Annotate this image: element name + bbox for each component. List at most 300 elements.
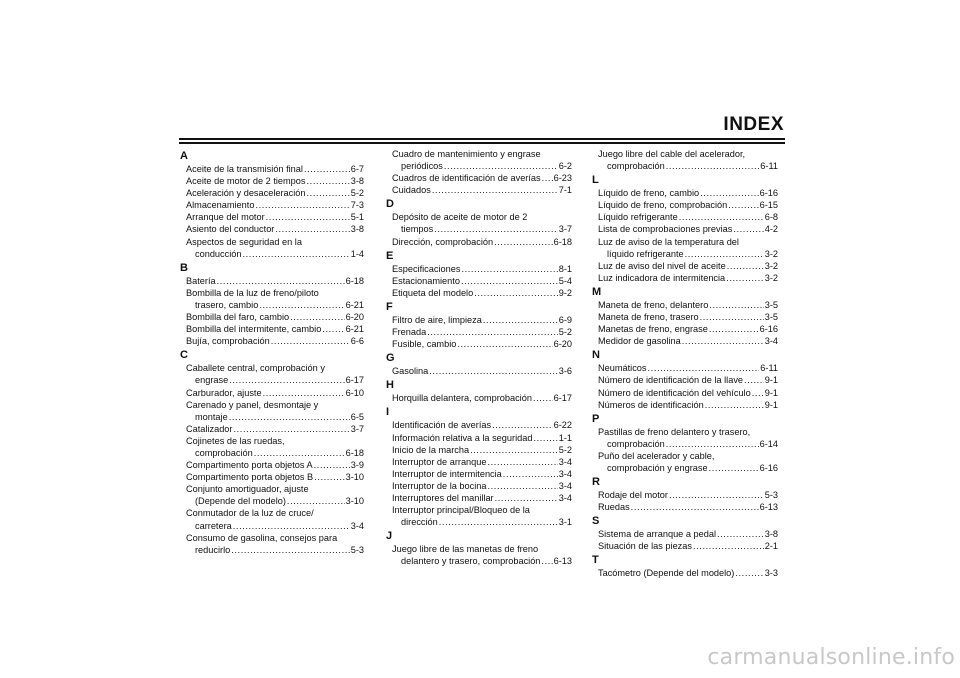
index-entry-text: Bujía, comprobación <box>186 336 270 347</box>
dot-leader <box>709 323 759 335</box>
index-entry <box>180 199 364 211</box>
index-entry-text: Sistema de arranque a pedal <box>598 529 716 540</box>
index-entry-lead: Luz de aviso de la temperatura del <box>598 236 739 247</box>
page-title: INDEX <box>723 114 784 135</box>
dot-leader <box>488 480 558 492</box>
index-entry-text: Número de identificación del vehículo <box>598 387 751 398</box>
dot-leader <box>266 211 350 223</box>
index-entry <box>386 456 572 468</box>
index-entry <box>592 211 778 223</box>
index-entry <box>180 387 364 399</box>
index-entry-text: Identificación de averías <box>392 420 492 431</box>
index-entry-page: 6-21 <box>345 299 364 310</box>
index-entry-text: comprobación <box>607 438 665 449</box>
index-entry-page: 3-6 <box>558 366 572 377</box>
index-entry <box>180 483 364 507</box>
dot-leader <box>217 275 345 287</box>
index-entry-lead: Depósito de aceite de motor de 2 <box>392 212 528 223</box>
index-entry-text: Información relativa a la seguridad <box>392 432 533 443</box>
index-entry <box>386 480 572 492</box>
index-entry-lead: Interruptor principal/Bloqueo de la <box>392 505 530 516</box>
section-letter: E <box>386 249 394 262</box>
index-entry <box>180 287 364 311</box>
section-letter: I <box>386 406 390 419</box>
dot-leader <box>700 187 758 199</box>
index-entry <box>592 374 778 386</box>
index-entry-lead: Juego libre de las manetas de freno <box>392 544 539 555</box>
index-entry <box>180 236 364 260</box>
index-entry-lead: Caballete central, comprobación y <box>186 363 325 374</box>
index-entry <box>386 419 572 431</box>
index-entry <box>592 450 778 474</box>
index-entry-page: 3-8 <box>350 176 364 187</box>
index-entry-text: comprobación <box>607 161 665 172</box>
dot-leader <box>229 411 350 423</box>
index-entry <box>386 365 572 377</box>
dot-leader <box>259 299 344 311</box>
index-entry-page: 3-4 <box>558 480 572 491</box>
index-entry-page: 7-3 <box>350 200 364 211</box>
index-entry-page: 3-4 <box>558 468 572 479</box>
index-entry-page: 6-16 <box>759 324 778 335</box>
section-letter: J <box>386 530 393 543</box>
dot-leader <box>744 374 764 386</box>
index-entry-lead: Conmutador de la luz de cruce/ <box>186 508 314 519</box>
index-entry-page: 6-2 <box>558 161 572 172</box>
dot-leader <box>275 223 349 235</box>
section-letter: C <box>180 349 188 362</box>
index-entry-text: líquido refrigerante <box>607 248 684 259</box>
index-entry-page: 3-10 <box>345 496 364 507</box>
dot-leader <box>693 540 764 552</box>
dot-leader <box>287 495 345 507</box>
index-entry-page: 1-1 <box>558 432 572 443</box>
dot-leader <box>233 520 350 532</box>
index-entry-page: 5-1 <box>350 212 364 223</box>
dot-leader <box>533 392 553 404</box>
index-entry <box>180 211 364 223</box>
index-entry-text: Lista de comprobaciones previas <box>598 224 733 235</box>
index-entry-text: Especificaciones <box>392 263 461 274</box>
dot-leader <box>254 447 345 459</box>
index-entry-lead: Aspectos de seguridad en la <box>186 236 302 247</box>
index-entry-text: Ruedas <box>598 502 630 513</box>
watermark-text: carmanualsonline.info <box>707 645 955 670</box>
index-entry <box>386 432 572 444</box>
index-entry-text: Luz de aviso del nivel de aceite <box>598 260 726 271</box>
dot-leader <box>488 456 558 468</box>
dot-leader <box>233 423 349 435</box>
index-entry-text: montaje <box>195 411 228 422</box>
index-entry <box>592 236 778 260</box>
index-entry-text: Medidor de gasolina <box>598 336 681 347</box>
index-entry <box>592 501 778 513</box>
index-entry-page: 9-2 <box>558 287 572 298</box>
dot-leader <box>733 223 763 235</box>
index-entry-page: 6-9 <box>558 314 572 325</box>
dot-leader <box>263 387 345 399</box>
dot-leader <box>752 387 764 399</box>
index-entry-page: 6-17 <box>553 393 572 404</box>
index-entry-page: 6-10 <box>345 387 364 398</box>
dot-leader <box>669 489 764 501</box>
dot-leader <box>542 172 553 184</box>
index-entry-page: 3-2 <box>764 260 778 271</box>
dot-leader <box>685 248 764 260</box>
index-entry <box>386 338 572 350</box>
section-letter: D <box>386 198 394 211</box>
index-entry <box>180 423 364 435</box>
index-entry-page: 9-1 <box>764 375 778 386</box>
index-entry-page: 6-6 <box>350 336 364 347</box>
index-entry-text: Aceleración y desaceleración <box>186 188 306 199</box>
index-entry <box>180 471 364 483</box>
index-entry-text: Interruptor de arranque <box>392 456 487 467</box>
index-entry-page: 3-4 <box>764 336 778 347</box>
index-entry-text: comprobación <box>195 447 253 458</box>
section-letter: A <box>180 150 188 162</box>
index-entry <box>592 387 778 399</box>
index-entry-text: Luz indicadora de intermitencia <box>598 272 726 283</box>
index-entry-page: 3-10 <box>345 472 364 483</box>
index-entry-page: 5-3 <box>350 544 364 555</box>
dot-leader <box>631 501 759 513</box>
dot-leader <box>461 275 558 287</box>
dot-leader <box>470 444 558 456</box>
index-entry <box>180 175 364 187</box>
index-entry-text: Maneta de freno, trasero <box>598 312 699 323</box>
dot-leader <box>492 419 553 431</box>
index-entry <box>592 399 778 411</box>
index-entry-page: 6-13 <box>759 502 778 513</box>
index-entry-page: 3-1 <box>558 517 572 528</box>
index-entry-page: 8-1 <box>558 263 572 274</box>
dot-leader <box>666 438 759 450</box>
index-entry-lead: Juego libre del cable del acelerador, <box>598 149 746 159</box>
index-entry <box>386 148 572 172</box>
dot-leader <box>307 175 350 187</box>
dot-leader <box>726 272 764 284</box>
dot-leader <box>700 311 764 323</box>
index-entry-page: 2-1 <box>764 541 778 552</box>
dot-leader <box>307 187 350 199</box>
section-letter: T <box>592 554 599 567</box>
index-entry-lead: Consumo de gasolina, consejos para <box>186 532 338 543</box>
dot-leader <box>322 323 344 335</box>
index-entry-page: 3-7 <box>350 423 364 434</box>
index-entry <box>592 260 778 272</box>
dot-leader <box>429 365 557 377</box>
section-letter: G <box>386 352 395 365</box>
index-entry <box>592 489 778 501</box>
index-entry-text: delantero y trasero, comprobación <box>401 556 541 567</box>
index-entry-lead: Bombilla de la luz de freno/piloto <box>186 287 319 298</box>
index-entry <box>180 335 364 347</box>
index-entry-text: Fusible, cambio <box>392 339 457 350</box>
index-entry-page: 6-21 <box>345 324 364 335</box>
index-entry <box>592 311 778 323</box>
index-entry-page: 3-4 <box>558 492 572 503</box>
index-entry-text: Manetas de freno, engrase <box>598 324 708 335</box>
index-entry-page: 9-1 <box>764 387 778 398</box>
index-column-2 <box>386 148 572 567</box>
dot-leader <box>432 184 558 196</box>
index-entry <box>180 223 364 235</box>
index-entry-page: 6-20 <box>553 339 572 350</box>
index-entry-page: 3-3 <box>764 568 778 579</box>
dot-leader <box>682 335 764 347</box>
dot-leader <box>439 516 558 528</box>
header-rule-top <box>179 138 785 140</box>
index-entry-page: 4-2 <box>764 224 778 235</box>
index-entry-page: 3-5 <box>764 312 778 323</box>
index-entry-text: dirección <box>401 517 438 528</box>
index-entry <box>592 362 778 374</box>
index-entry <box>180 399 364 423</box>
index-entry-text: Asiento del conductor <box>186 224 275 235</box>
index-entry <box>386 326 572 338</box>
index-entry-lead: Puño del acelerador y cable, <box>598 450 715 461</box>
index-entry <box>386 504 572 528</box>
dot-leader <box>314 471 344 483</box>
index-entry-text: Horquilla delantera, comprobación <box>392 393 532 404</box>
index-entry <box>180 507 364 531</box>
index-entry-text: Líquido de freno, cambio <box>598 188 700 199</box>
index-entry-text: engrase <box>195 375 229 386</box>
index-entry-text: Maneta de freno, delantero <box>598 299 709 310</box>
index-entry-text: Almacenamiento <box>186 200 255 211</box>
dot-leader <box>231 544 349 556</box>
index-entry-page: 5-2 <box>558 444 572 455</box>
index-column-3 <box>592 148 778 580</box>
index-entry <box>592 540 778 552</box>
index-entry <box>386 468 572 480</box>
index-entry <box>386 287 572 299</box>
index-entry-text: Situación de las piezas <box>598 541 692 552</box>
index-entry-text: Aceite de motor de 2 tiempos <box>186 176 306 187</box>
index-entry-text: Carburador, ajuste <box>186 387 262 398</box>
index-entry <box>592 528 778 540</box>
index-entry <box>180 163 364 175</box>
section-letter: N <box>592 349 600 362</box>
dot-leader <box>229 374 344 386</box>
index-entry <box>180 435 364 459</box>
section-letter: H <box>386 379 394 392</box>
dot-leader <box>495 492 558 504</box>
index-entry-page: 6-14 <box>759 438 778 449</box>
index-entry <box>592 187 778 199</box>
index-entry-page: 6-18 <box>345 275 364 286</box>
index-entry-text: Etiqueta del modelo <box>392 287 474 298</box>
index-entry-page: 1-4 <box>350 248 364 259</box>
index-entry-page: 3-2 <box>764 248 778 259</box>
dot-leader <box>705 399 764 411</box>
index-entry <box>592 223 778 235</box>
index-entry-page: 6-18 <box>553 236 572 247</box>
index-entry-page: 6-11 <box>760 161 778 172</box>
index-entry-text: Bombilla del faro, cambio <box>186 312 290 323</box>
index-entry-text: Cuidados <box>392 185 431 196</box>
dot-leader <box>494 236 553 248</box>
index-entry-text: Dirección, comprobación <box>392 236 494 247</box>
index-entry <box>386 444 572 456</box>
index-entry-text: Compartimento porta objetos A <box>186 460 313 471</box>
index-entry-text: Gasolina <box>392 366 429 377</box>
index-entry-text: Interruptor de intermitencia <box>392 468 502 479</box>
index-entry-lead: Conjunto amortiguador, ajuste <box>186 484 309 495</box>
index-entry <box>386 392 572 404</box>
dot-leader <box>503 468 558 480</box>
dot-leader <box>727 260 764 272</box>
section-letter: M <box>592 285 602 298</box>
section-letter: B <box>180 261 188 274</box>
index-entry-page: 6-13 <box>553 556 572 567</box>
index-entry <box>592 335 778 347</box>
index-entry-text: Cuadros de identificación de averías <box>392 173 541 184</box>
index-entry-page: 6-15 <box>759 200 778 211</box>
header-rule-bottom <box>179 142 785 144</box>
index-entry <box>592 272 778 284</box>
index-entry-page: 3-5 <box>764 299 778 310</box>
index-entry <box>386 492 572 504</box>
index-entry-text: Catalizador <box>186 423 233 434</box>
dot-leader <box>728 199 758 211</box>
index-entry <box>592 299 778 311</box>
index-entry-page: 5-4 <box>558 275 572 286</box>
index-entry <box>386 172 572 184</box>
dot-leader <box>444 160 558 172</box>
index-entry-lead: Carenado y panel, desmontaje y <box>186 399 319 410</box>
dot-leader <box>709 299 763 311</box>
index-entry <box>592 323 778 335</box>
index-entry-text: comprobación y engrase <box>607 462 708 473</box>
index-entry <box>386 263 572 275</box>
dot-leader <box>314 459 350 471</box>
index-entry-text: periódicos <box>401 161 443 172</box>
index-entry <box>386 314 572 326</box>
index-entry-text: Filtro de aire, limpieza <box>392 314 482 325</box>
index-entry <box>386 236 572 248</box>
index-entry-page: 5-3 <box>764 490 778 501</box>
section-letter: R <box>592 476 600 489</box>
index-entry <box>386 211 572 235</box>
index-entry-text: Rodaje del motor <box>598 490 668 501</box>
section-letter: F <box>386 300 393 313</box>
dot-leader <box>304 163 350 175</box>
index-entry-text: tiempos <box>401 224 434 235</box>
index-entry-page: 5-2 <box>350 188 364 199</box>
index-entry-text: Bombilla del intermitente, cambio <box>186 324 322 335</box>
dot-leader <box>709 462 759 474</box>
index-entry-page: 6-20 <box>345 312 364 323</box>
index-entry-text: Números de identificación <box>598 399 704 410</box>
index-entry-page: 3-8 <box>350 224 364 235</box>
dot-leader <box>271 335 350 347</box>
index-entry-text: (Depende del modelo) <box>195 496 286 507</box>
index-entry-page: 6-5 <box>350 411 364 422</box>
dot-leader <box>533 432 557 444</box>
index-entry-text: Líquido refrigerante <box>598 212 678 223</box>
section-letter: L <box>592 174 599 187</box>
index-entry-lead: Cojinetes de las ruedas, <box>186 435 285 446</box>
index-entry <box>386 543 572 567</box>
index-entry-text: Batería <box>186 275 216 286</box>
index-entry <box>180 532 364 556</box>
index-entry-text: Tacómetro (Depende del modelo) <box>598 568 735 579</box>
index-entry <box>180 311 364 323</box>
index-entry-text: Arranque del motor <box>186 212 265 223</box>
index-entry-page: 3-7 <box>558 224 572 235</box>
section-letter: P <box>592 412 600 425</box>
index-entry <box>592 426 778 450</box>
index-entry-text: Interruptor de la bocina <box>392 480 487 491</box>
index-entry <box>180 187 364 199</box>
index-entry-text: Frenada <box>392 327 427 338</box>
index-entry-text: trasero, cambio <box>195 299 259 310</box>
index-entry-text: conducción <box>195 248 242 259</box>
index-entry-text: Inicio de la marcha <box>392 444 470 455</box>
index-entry-page: 6-18 <box>345 447 364 458</box>
index-entry-page: 6-16 <box>759 462 778 473</box>
index-entry <box>180 362 364 386</box>
index-entry <box>386 275 572 287</box>
index-entry <box>386 184 572 196</box>
index-entry-page: 3-8 <box>764 529 778 540</box>
dot-leader <box>735 567 763 579</box>
dot-leader <box>648 362 760 374</box>
index-entry-text: reducirlo <box>195 544 231 555</box>
index-entry-text: Líquido de freno, comprobación <box>598 200 728 211</box>
index-entry <box>180 275 364 287</box>
index-entry-text: Neumáticos <box>598 363 647 374</box>
index-entry-page: 3-9 <box>350 460 364 471</box>
index-entry-page: 6-16 <box>759 188 778 199</box>
index-entry-text: Aceite de la transmisión final <box>186 164 303 174</box>
index-entry-page: 3-2 <box>764 272 778 283</box>
dot-leader <box>474 287 558 299</box>
index-entry-page: 6-7 <box>350 164 364 174</box>
index-entry-page: 5-2 <box>558 327 572 338</box>
index-entry-page: 9-1 <box>764 399 778 410</box>
index-entry-page: 6-11 <box>760 363 778 374</box>
dot-leader <box>255 199 349 211</box>
index-entry <box>180 459 364 471</box>
index-entry-text: Compartimento porta objetos B <box>186 472 314 483</box>
index-entry-page: 6-17 <box>345 375 364 386</box>
section-letter: S <box>592 515 600 528</box>
dot-leader <box>427 326 557 338</box>
index-entry-page: 6-8 <box>764 212 778 223</box>
dot-leader <box>666 160 760 172</box>
dot-leader <box>457 338 552 350</box>
dot-leader <box>483 314 558 326</box>
dot-leader <box>290 311 344 323</box>
index-entry <box>592 199 778 211</box>
index-entry-page: 3-4 <box>558 456 572 467</box>
index-entry-page: 6-23 <box>553 173 572 184</box>
index-entry-lead: Pastillas de freno delantero y trasero, <box>598 426 751 437</box>
index-column-1 <box>180 148 364 556</box>
dot-leader <box>242 248 349 260</box>
index-entry-text: Interruptores del manillar <box>392 492 494 503</box>
index-entry-page: 3-4 <box>350 520 364 531</box>
index-entry-text: carretera <box>195 520 232 531</box>
dot-leader <box>461 263 557 275</box>
index-entry <box>592 148 778 172</box>
dot-leader <box>717 528 764 540</box>
index-entry <box>180 323 364 335</box>
index-entry-page: 6-22 <box>553 420 572 431</box>
